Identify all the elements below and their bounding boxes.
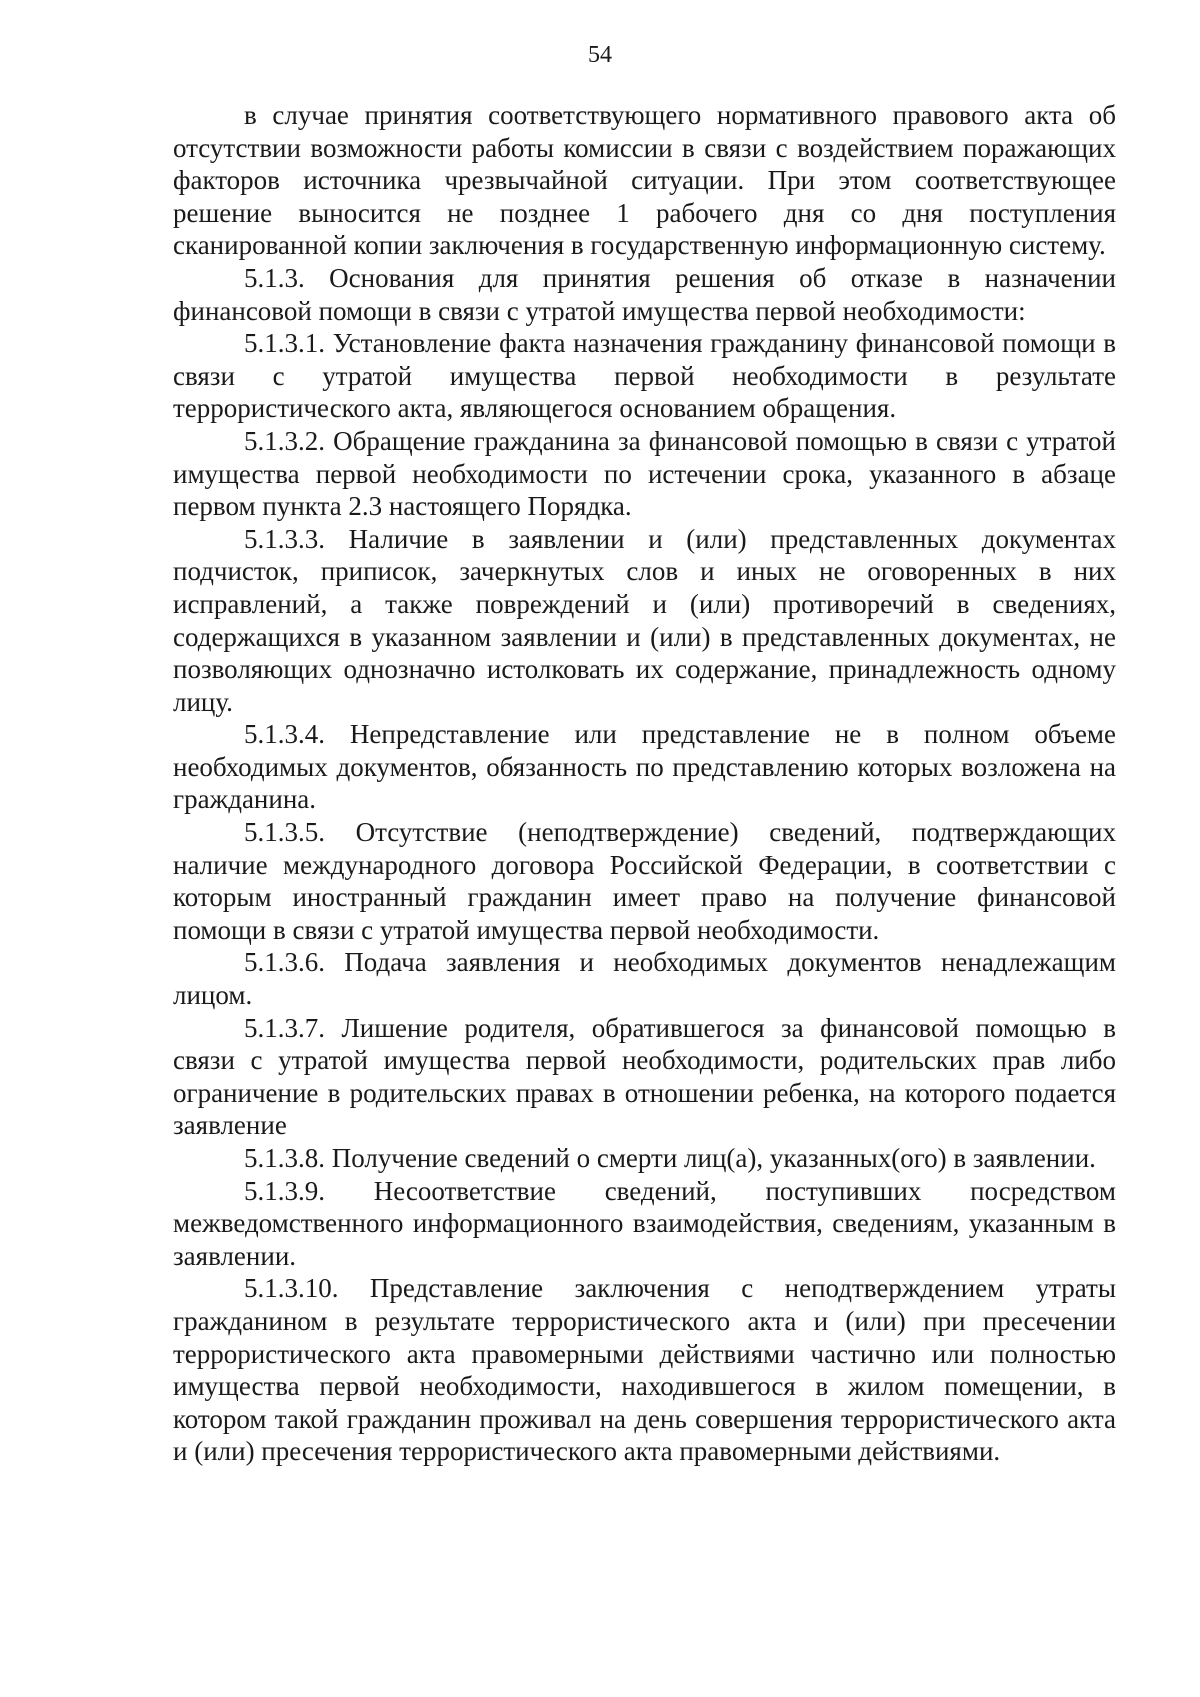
paragraph-continuation: в случае принятия соответствующего нормативного правового акта об отсутствии возможности работы комиссии в связи с воздействием поражающих факторов источника чрезвычайной ситуации. При этом соответствующее решение выносится не позднее 1 рабочего дня со дня поступления сканированной копии заключения в государственную информационную систему. — [173, 100, 1116, 261]
page-number: 54 — [588, 42, 612, 68]
paragraph-5-1-3-4: 5.1.3.4. Непредставление или представление не в полном объеме необходимых документов, обязанность по представлению которых возложена на гражданина. — [173, 719, 1116, 815]
paragraph-5-1-3-2: 5.1.3.2. Обращение гражданина за финансовой помощью в связи с утратой имущества первой необходимости по истечении срока, указанного в абзаце первом пункта 2.3 настоящего Порядка. — [173, 425, 1116, 522]
paragraph-5-1-3-1: 5.1.3.1. Установление факта назначения гражданину финансовой помощи в связи с утратой имущества первой необходимости в результате террористического акта, являющегося основанием обращения. — [173, 328, 1116, 424]
paragraph-5-1-3: 5.1.3. Основания для принятия решения об отказе в назначении финансовой помощи в связи с утратой имущества первой необходимости: — [173, 262, 1116, 326]
paragraph-5-1-3-6: 5.1.3.6. Подача заявления и необходимых документов ненадлежащим лицом. — [173, 947, 1116, 1011]
paragraph-5-1-3-7: 5.1.3.7. Лишение родителя, обратившегося за финансовой помощью в связи с утратой имущества первой необходимости, родительских прав либо ограничение в родительских правах в отношении ребенка, на которого подается заявление — [173, 1012, 1116, 1141]
paragraph-5-1-3-3: 5.1.3.3. Наличие в заявлении и (или) представленных документах подчисток, приписок, зачеркнутых слов и иных не оговоренных в них исправлений, а также повреждений и (или) противоречий в сведениях, содержащихся в указанном заявлении и (или) в представленных документах, не позволяющих однозначно истолковать их содержание, принадлежность одному лицу. — [173, 523, 1116, 717]
paragraph-5-1-3-8: 5.1.3.8. Получение сведений о смерти лиц(а), указанных(ого) в заявлении. — [244, 1143, 1096, 1173]
document-body — [173, 99, 1116, 1468]
paragraph-5-1-3-5: 5.1.3.5. Отсутствие (неподтверждение) сведений, подтверждающих наличие международного договора Российской Федерации, в соответствии с которым иностранный гражданин имеет право на получение финансовой помощи в связи с утратой имущества первой необходимости. — [173, 817, 1116, 945]
paragraph-5-1-3-10: 5.1.3.10. Представление заключения с неподтверждением утраты гражданином в результате террористического акта и (или) при пресечении террористического акта правомерными действиями частично или полностью имущества первой необходимости, находившегося в жилом помещении, в котором такой гражданин проживал на день совершения террористического акта и (или) пресечения террористического акта правомерными действиями. — [173, 1273, 1116, 1467]
paragraph-5-1-3-9: 5.1.3.9. Несоответствие сведений, поступивших посредством межведомственного информационного взаимодействия, сведениям, указанным в заявлении. — [173, 1175, 1116, 1271]
